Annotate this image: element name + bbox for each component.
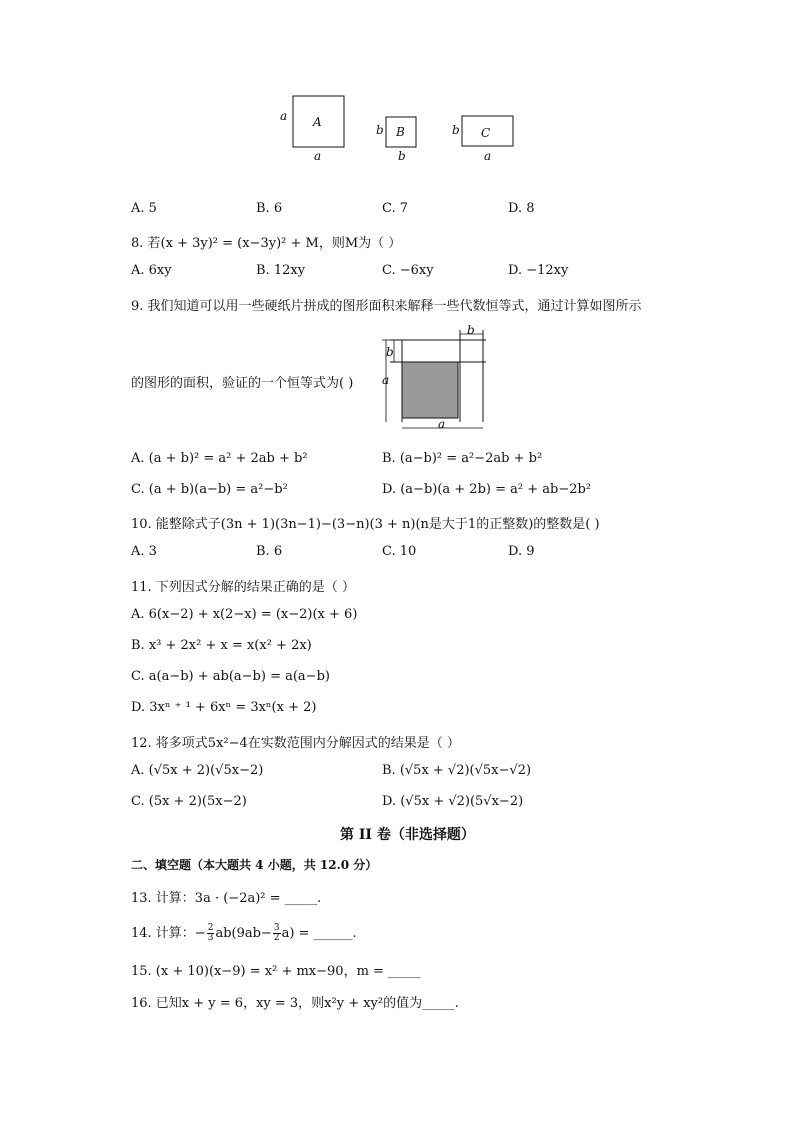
q11-option-a: A. 6(x−2) + x(2−x) = (x−2)(x + 6) xyxy=(131,607,358,622)
rect-c-side-label: b xyxy=(452,123,460,137)
q14-frac2 xyxy=(273,924,281,943)
q11-option-c: C. a(a−b) + ab(a−b) = a(a−b) xyxy=(131,669,330,684)
rect-c-bottom-label: a xyxy=(484,149,492,163)
squares-figure xyxy=(270,90,530,170)
left-a-label: a xyxy=(382,373,390,387)
q7-option-c: C. 7 xyxy=(382,201,409,216)
q14-suffix: a) = ______. xyxy=(281,926,357,941)
top-b-label: b xyxy=(467,323,475,337)
q7-option-a: A. 5 xyxy=(131,201,157,216)
q15-text: 15. (x + 10)(x−9) = x² + mx−90，m = _____ xyxy=(131,964,421,979)
q14-frac1 xyxy=(207,924,215,943)
q12-option-c: C. (5x + 2)(5x−2) xyxy=(131,794,247,809)
q7-option-b: B. 6 xyxy=(256,201,283,216)
left-b-label: b xyxy=(386,345,394,359)
q14-mid: ab(9ab− xyxy=(215,926,272,941)
q8-option-d: D. −12xy xyxy=(508,263,569,278)
q9-text-line1: 9. 我们知道可以用一些硬纸片拼成的图形面积来解释一些代数恒等式，通过计算如图所示 xyxy=(131,299,642,314)
square-b-name: B xyxy=(396,125,405,139)
q14-text xyxy=(131,922,357,943)
q12-option-d: D. (√5x + √2)(5√x−2) xyxy=(382,794,524,809)
q8-text: 8. 若(x + 3y)² = (x−3y)² + M，则M为（ ） xyxy=(131,236,402,251)
square-b-bottom-label: b xyxy=(398,149,406,163)
q12-option-a: A. (√5x + 2)(√5x−2) xyxy=(131,763,264,778)
square-a-name: A xyxy=(313,115,322,129)
rect-c-name: C xyxy=(481,126,491,140)
q8-option-b: B. 12xy xyxy=(256,263,306,278)
square-b-side-label: b xyxy=(376,123,384,137)
q10-text: 10. 能整除式子(3n + 1)(3n−1)−(3−n)(3 + n)(n是大于1的正整数)的整数是( ) xyxy=(131,517,600,532)
q13-text: 13. 计算：3a · (−2a)² = _____. xyxy=(131,891,322,906)
bottom-a-label: a xyxy=(438,417,446,431)
q11-option-b: B. x³ + 2x² + x = x(x² + 2x) xyxy=(131,638,312,653)
q7-option-d: D. 8 xyxy=(508,201,535,216)
q10-option-d: D. 9 xyxy=(508,544,535,559)
q9-option-b: B. (a−b)² = a²−2ab + b² xyxy=(382,451,543,466)
q14-frac1-num: 2 xyxy=(207,923,214,933)
q9-option-a: A. (a + b)² = a² + 2ab + b² xyxy=(131,451,308,466)
q8-option-c: C. −6xy xyxy=(382,263,434,278)
q14-frac2-den: 2 xyxy=(273,933,280,943)
shaded-square xyxy=(402,362,458,418)
q16-text: 16. 已知x + y = 6，xy = 3，则x²y + xy²的值为_____. xyxy=(131,996,459,1011)
square-a-side-label: a xyxy=(280,109,288,123)
q14-frac2-num: 3 xyxy=(273,923,280,933)
section-title: 第 II 卷（非选择题） xyxy=(340,827,475,843)
q11-text: 11. 下列因式分解的结果正确的是（ ） xyxy=(131,580,355,595)
q9-option-c: C. (a + b)(a−b) = a²−b² xyxy=(131,482,288,497)
q14-prefix: 14. 计算：− xyxy=(131,926,206,941)
identity-figure xyxy=(378,322,498,434)
q10-option-a: A. 3 xyxy=(131,544,157,559)
q9-text-line2: 的图形的面积，验证的一个恒等式为( ) xyxy=(131,376,354,391)
q14-frac1-den: 3 xyxy=(207,933,214,943)
q12-option-b: B. (√5x + √2)(√5x−√2) xyxy=(382,763,532,778)
q10-option-b: B. 6 xyxy=(256,544,283,559)
q9-option-d: D. (a−b)(a + 2b) = a² + ab−2b² xyxy=(382,482,592,497)
q11-option-d: D. 3xⁿ ⁺ ¹ + 6xⁿ = 3xⁿ(x + 2) xyxy=(131,700,317,715)
q8-option-a: A. 6xy xyxy=(131,263,172,278)
section-heading: 二、填空题（本大题共 4 小题，共 12.0 分） xyxy=(131,858,378,872)
q10-option-c: C. 10 xyxy=(382,544,417,559)
square-a-bottom-label: a xyxy=(314,149,322,163)
q12-text: 12. 将多项式5x²−4在实数范围内分解因式的结果是（ ） xyxy=(131,736,460,751)
